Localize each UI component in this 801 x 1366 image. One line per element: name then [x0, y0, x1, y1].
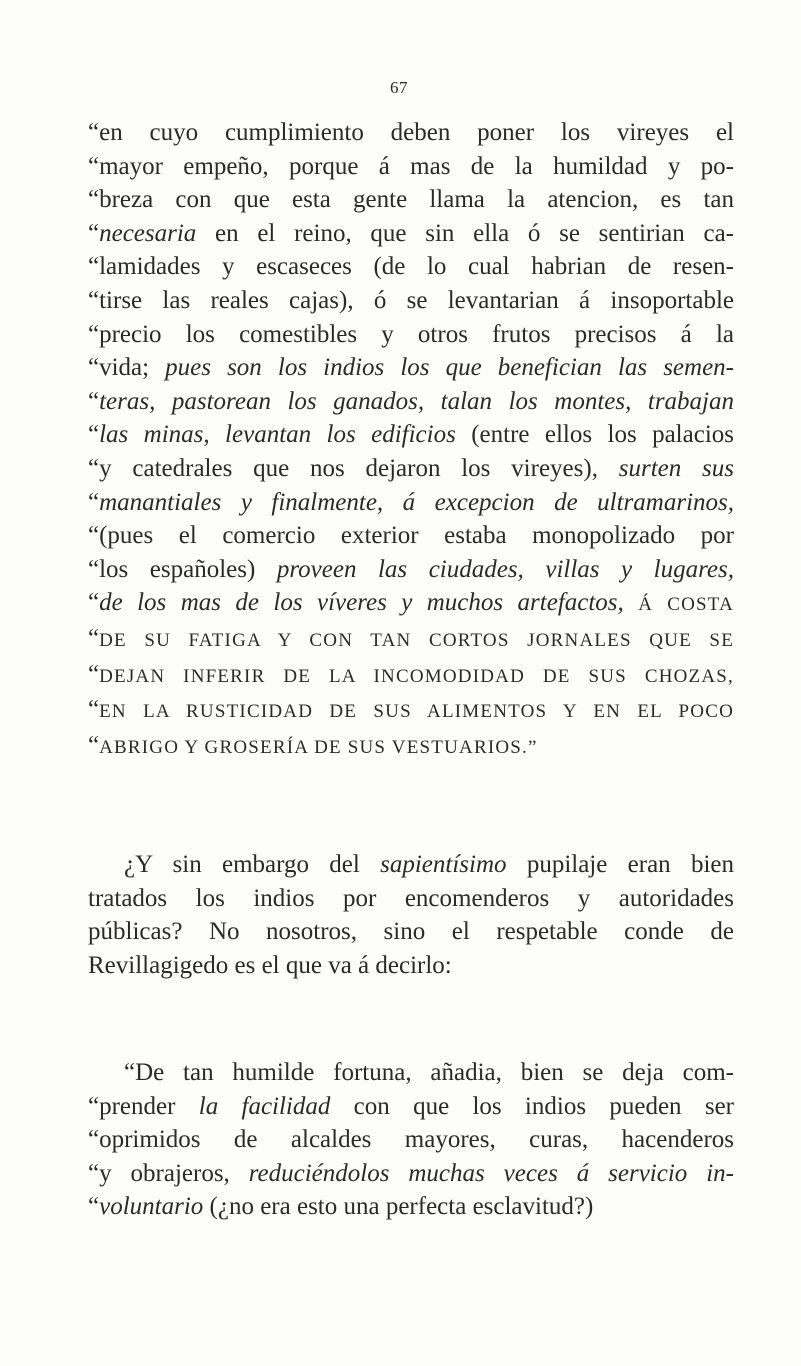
quoted-passage-2: [88, 1056, 734, 1224]
text-line: [88, 150, 734, 184]
text-line: [88, 586, 734, 622]
text-line: [88, 1190, 734, 1224]
text-run: “lamidades y escaseces (de lo cual habrian de resen-: [88, 253, 734, 281]
text-line: [88, 1090, 734, 1124]
text-line: [88, 318, 734, 352]
italic-run: las minas, levantan los edificios: [99, 421, 456, 449]
text-line: [88, 284, 734, 318]
text-run: ¿Y sin embargo del: [124, 851, 381, 878]
italic-run: pues son los indios los que benefician las semen-: [165, 354, 734, 382]
text-run: “(pues el comercio exterior estaba monopolizado por: [88, 522, 734, 550]
text-line: [88, 116, 734, 150]
page-number: 67: [390, 78, 408, 97]
text-run: “precio los comestibles y otros frutos precisos á la: [88, 320, 734, 348]
text-run: “y obrajeros,: [88, 1159, 249, 1187]
text-line: [88, 351, 734, 385]
text-line: [88, 848, 734, 882]
italic-run: manantiales y finalmente, á excepcion de ultramarinos,: [99, 488, 734, 516]
text-run: “los españoles): [88, 555, 277, 583]
text-line: [88, 1056, 734, 1090]
text-run: “oprimidos de alcaldes mayores, curas, hacenderos: [88, 1126, 734, 1154]
text-run: “: [88, 589, 100, 617]
text-run: “: [88, 624, 100, 652]
text-line: [88, 418, 734, 452]
text-run: (¿no era esto una perfecta esclavitud?): [203, 1193, 594, 1221]
text-run: “en cuyo cumplimiento deben poner los vireyes el: [88, 119, 734, 146]
text-run: “: [88, 387, 100, 415]
italic-run: voluntario: [99, 1193, 204, 1221]
text-line: [88, 217, 734, 251]
text-line: [88, 658, 734, 694]
text-run: “prender: [88, 1092, 199, 1120]
text-run: (entre ellos los palacios: [455, 421, 734, 449]
text-run: tratados los indios por encomenderos y autoridades: [88, 884, 734, 912]
italic-run: proveen las ciudades, villas y lugares,: [276, 555, 734, 583]
text-line: [88, 385, 734, 419]
smallcaps-run: DE SU FATIGA Y CON TAN CORTOS JORNALES QUE SE: [99, 629, 734, 651]
text-run: “: [88, 219, 100, 247]
text-line: [88, 1157, 734, 1191]
text-line: [88, 1123, 734, 1157]
smallcaps-run: Á COSTA: [638, 594, 735, 616]
text-line: [88, 729, 734, 765]
text-run: “y catedrales que nos dejaron los vireyes),: [88, 454, 619, 482]
smallcaps-run: ABRIGO Y GROSERÍA DE SUS VESTUARIOS.”: [99, 736, 538, 758]
text-run: con que los indios pueden ser: [330, 1092, 734, 1120]
text-line: [88, 553, 734, 587]
text-run: “breza con que esta gente llama la atencion, es tan: [88, 186, 734, 214]
text-run: pupilaje eran bien: [506, 851, 734, 878]
text-run: en el reino, que sin ella ó se sentirian ca-: [196, 219, 734, 247]
italic-run: la facilidad: [198, 1092, 331, 1120]
text-run: “: [88, 421, 100, 449]
text-run: “De tan humilde fortuna, añadia, bien se deja com-: [124, 1059, 734, 1086]
text-line: [88, 519, 734, 553]
text-run: “tirse las reales cajas), ó se levantarian á insoportable: [88, 286, 734, 314]
quoted-passage-1: [88, 116, 734, 764]
smallcaps-run: DEJAN INFERIR DE LA INCOMODIDAD DE SUS CHOZAS,: [99, 665, 734, 687]
text-run: “vida;: [88, 354, 166, 382]
text-line: [88, 452, 734, 486]
italic-run: teras, pastorean los ganados, talan los montes, trabajan: [99, 387, 734, 415]
text-line: [88, 486, 734, 520]
smallcaps-run: EN LA RUSTICIDAD DE SUS ALIMENTOS Y EN EL POCO: [99, 701, 734, 723]
italic-run: necesaria: [99, 219, 197, 247]
text-run: públicas? No nosotros, sino el respetable conde de: [88, 918, 734, 946]
body-paragraph: [88, 848, 734, 982]
text-run: “: [88, 731, 100, 759]
italic-run: de los mas de los víveres y muchos artefactos,: [99, 589, 624, 617]
text-run: “: [88, 660, 100, 688]
text-line: [88, 915, 734, 949]
text-line: [88, 693, 734, 729]
text-run: [624, 589, 638, 616]
text-line: [88, 882, 734, 916]
text-run: “mayor empeño, porque á mas de la humildad y po-: [88, 152, 734, 180]
text-line: [88, 183, 734, 217]
text-run: “: [88, 1193, 100, 1221]
text-run: “: [88, 696, 100, 724]
italic-run: sapientísimo: [380, 851, 507, 878]
italic-run: reduciéndolos muchas veces á servicio in-: [248, 1159, 734, 1187]
text-run: Revillagigedo es el que va á decirlo:: [88, 951, 452, 979]
text-line: [88, 250, 734, 284]
text-run: “: [88, 488, 100, 516]
text-line: [88, 949, 734, 983]
italic-run: surten sus: [618, 454, 734, 482]
text-line: [88, 622, 734, 658]
